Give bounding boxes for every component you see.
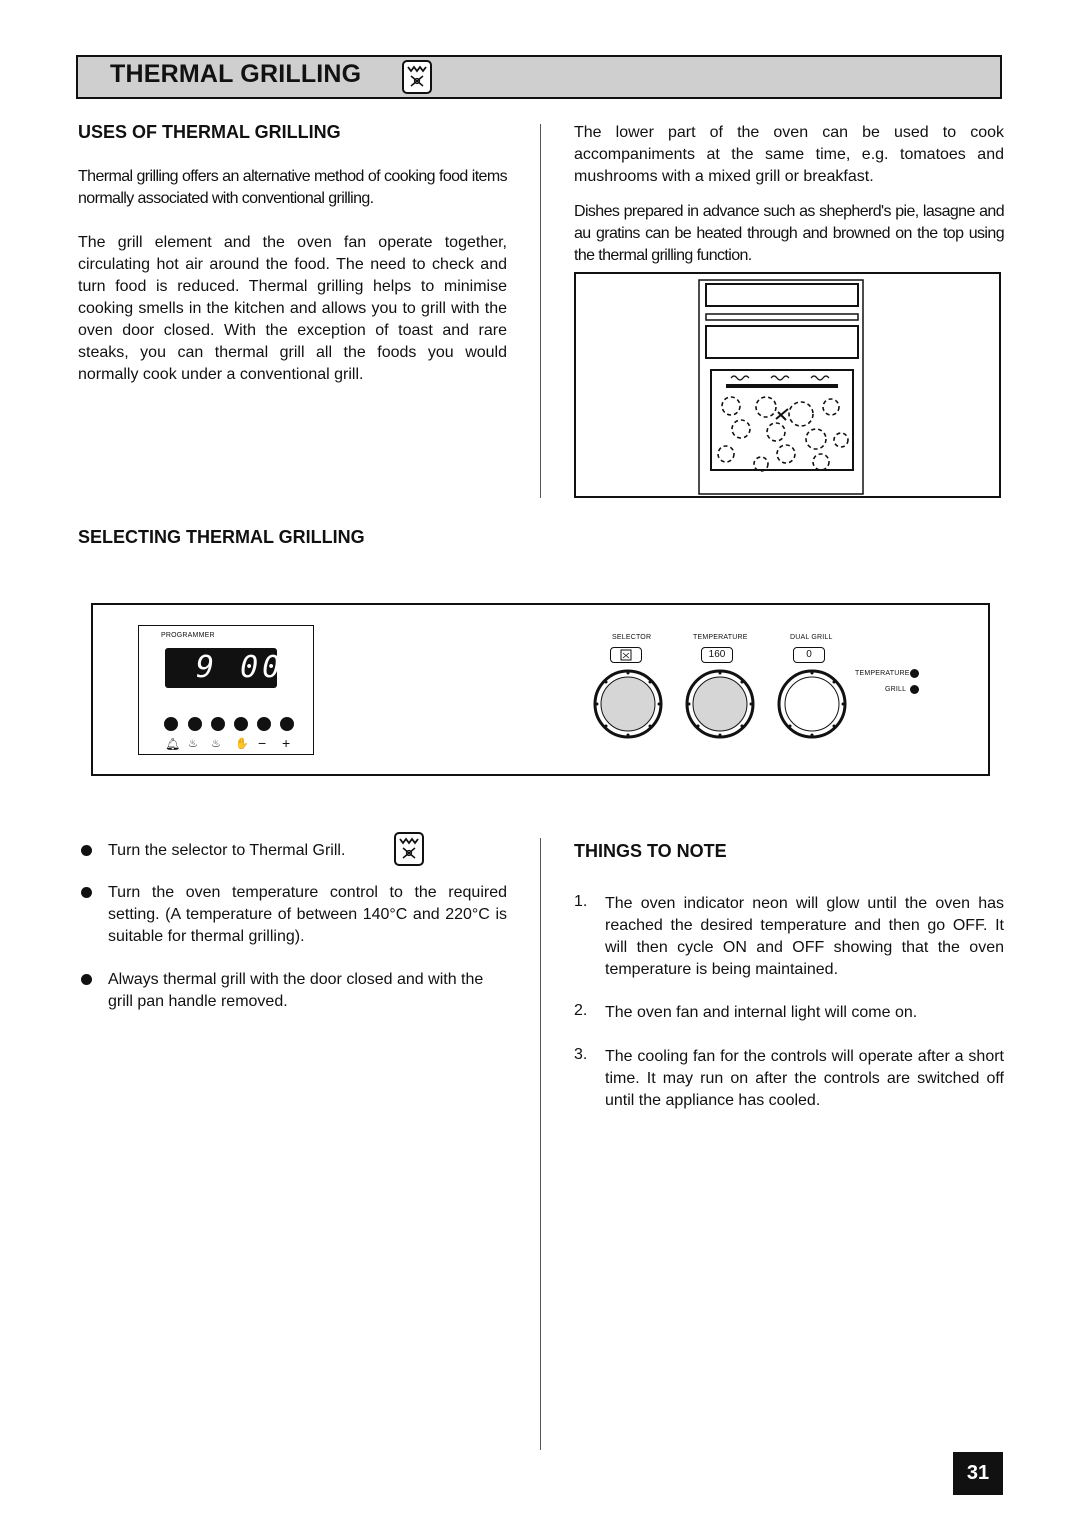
plus-icon: + bbox=[282, 735, 291, 751]
note-1: The oven indicator neon will glow until the oven has reached the desired temperature and then go OFF. It will then cycle ON and OFF showing that the oven temperature is being maintained. bbox=[605, 895, 1004, 978]
note-number: 2. bbox=[574, 1002, 588, 1019]
minus-icon: − bbox=[258, 735, 267, 751]
uses-paragraph-1: Thermal grilling offers an alternative method of cooking food items normally associated with conventional grilling. bbox=[78, 168, 507, 207]
page-title: THERMAL GRILLING bbox=[110, 60, 362, 88]
page-number: 31 bbox=[953, 1452, 1003, 1495]
note-number: 3. bbox=[574, 1046, 588, 1063]
programmer-button-3 bbox=[211, 717, 225, 731]
manual-icon: ✋ bbox=[235, 738, 249, 750]
thermal-grill-icon bbox=[394, 832, 424, 866]
oven-illustration bbox=[574, 272, 1001, 498]
stop-time-icon: ♨ bbox=[211, 738, 221, 750]
display-value: 9 00 bbox=[196, 650, 285, 685]
step-3: Always thermal grill with the door closed and with the grill pan handle removed. bbox=[108, 971, 484, 1010]
temperature-neon bbox=[910, 669, 919, 678]
right-paragraph-1: The lower part of the oven can be used to cook accompaniments at the same time, e.g. tomatoes and mushrooms with a mixed grill or breakfast. bbox=[574, 124, 1004, 185]
thermal-grill-icon bbox=[402, 60, 432, 94]
programmer-button-4 bbox=[234, 717, 248, 731]
bullet bbox=[81, 887, 92, 898]
temperature-value: 160 bbox=[701, 647, 733, 663]
uses-heading: USES OF THERMAL GRILLING bbox=[78, 122, 341, 142]
temperature-knob bbox=[684, 668, 756, 745]
indicator-label-temperature: TEMPERATURE bbox=[855, 670, 910, 677]
knob-label-temperature: TEMPERATURE bbox=[693, 634, 748, 641]
bullet bbox=[81, 845, 92, 856]
dual-grill-value: 0 bbox=[793, 647, 825, 663]
note-3: The cooling fan for the controls will operate after a short time. It may run on after the controls are switched off until the appliance has cooled. bbox=[605, 1048, 1004, 1109]
right-paragraph-2: Dishes prepared in advance such as shepherd's pie, lasagne and au gratins can be heated through and browned on the top using the thermal grilling function. bbox=[574, 203, 1004, 264]
step-2: Turn the oven temperature control to the required setting. (A temperature of between 140°C and 220°C is suitable for thermal grilling). bbox=[108, 884, 507, 945]
note-number: 1. bbox=[574, 893, 588, 910]
bullet bbox=[81, 974, 92, 985]
knob-label-selector: SELECTOR bbox=[612, 634, 652, 641]
grill-neon bbox=[910, 685, 919, 694]
column-divider-top bbox=[540, 124, 541, 498]
selecting-heading: SELECTING THERMAL GRILLING bbox=[78, 527, 365, 547]
programmer-label: PROGRAMMER bbox=[161, 632, 215, 639]
note-2: The oven fan and internal light will come on. bbox=[605, 1004, 918, 1021]
programmer-button-2 bbox=[188, 717, 202, 731]
programmer-button-6 bbox=[280, 717, 294, 731]
uses-paragraph-2: The grill element and the oven fan operate together, circulating hot air around the food. The need to check and turn food is reduced. Thermal grilling helps to minimise cooking smells in the kitchen and allows you to grill with the oven door closed. With the exception of toast and rare steaks, you can thermal grill all the foods you would normally cook under a conventional grill. bbox=[78, 234, 507, 383]
programmer-button-1 bbox=[164, 717, 178, 731]
indicator-label-grill: GRILL bbox=[885, 686, 907, 693]
column-divider-bottom bbox=[540, 838, 541, 1450]
selector-indicator bbox=[610, 647, 642, 663]
step-1: Turn the selector to Thermal Grill. bbox=[108, 842, 346, 859]
bell-icon: 🔔︎ bbox=[165, 737, 181, 751]
dual-grill-knob bbox=[776, 668, 848, 745]
cook-time-icon: ♨ bbox=[188, 738, 198, 750]
knob-label-dual-grill: DUAL GRILL bbox=[790, 634, 833, 641]
notes-heading: THINGS TO NOTE bbox=[574, 841, 727, 861]
programmer-button-5 bbox=[257, 717, 271, 731]
selector-knob bbox=[592, 668, 664, 745]
